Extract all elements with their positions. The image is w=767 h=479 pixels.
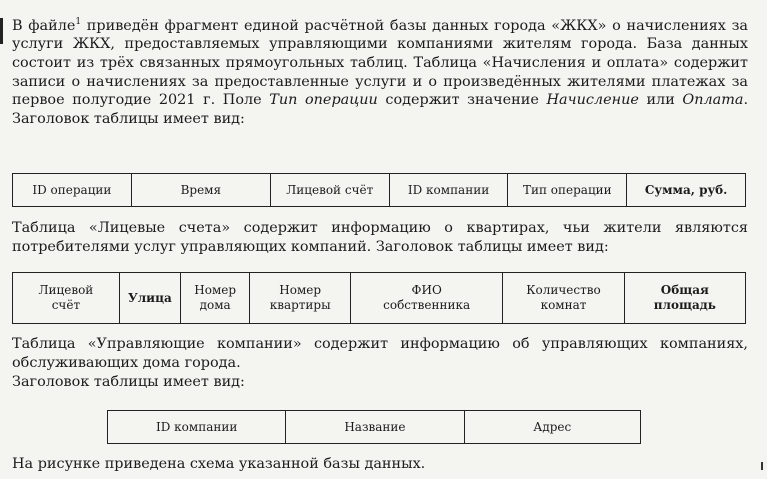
col-amount: Сумма, руб. <box>627 174 746 207</box>
intro-text-or: или <box>638 92 683 109</box>
intro-text-mid: содержит значение <box>377 92 547 109</box>
col-owner-name-l2: собственника <box>383 298 471 312</box>
accounts-paragraph: Таблица «Лицевые счета» содержит информацию о квартирах, чьи жители являются потребителями услуг управляющих компаний. Заголовок таблицы имеет вид: <box>12 220 748 255</box>
col-street-l1: Улица <box>127 290 172 305</box>
col-operation-type: Тип операции <box>508 174 627 207</box>
col-rooms-l2: комнат <box>540 298 587 312</box>
col-street <box>119 273 180 324</box>
col-account: Лицевой счёт <box>270 174 389 207</box>
col-company-name: Название <box>286 411 464 444</box>
intro-paragraph <box>12 13 748 128</box>
companies-paragraph: Таблица «Управляющие компании» содержит информацию об управляющих компаниях, обслуживающих дома города. <box>12 336 748 371</box>
value-payment: Оплата <box>682 92 744 109</box>
col-company-id-2: ID компании <box>108 411 286 444</box>
col-owner-name-l1: ФИО <box>411 283 442 297</box>
companies-table-header <box>107 410 641 444</box>
margin-bar <box>0 18 3 44</box>
col-account-number-l2: счёт <box>51 298 81 312</box>
col-area <box>624 273 745 324</box>
intro-text-end: . Заголовок таблицы имеет вид: <box>12 92 749 127</box>
margin-mark <box>761 462 763 470</box>
col-apartment-number <box>250 273 351 324</box>
accounts-table-header <box>12 272 746 324</box>
col-apartment-number-l1: Номер <box>279 283 322 297</box>
intro-text-start: В файле <box>12 17 76 34</box>
col-operation-id: ID операции <box>13 174 132 207</box>
col-area-l2: площадь <box>653 298 716 312</box>
col-time: Время <box>131 174 270 207</box>
companies-paragraph-header: Заголовок таблицы имеет вид: <box>12 374 245 390</box>
col-owner-name <box>350 273 502 324</box>
col-house-number-l1: Номер <box>194 283 237 297</box>
col-company-address: Адрес <box>464 411 640 444</box>
col-rooms-l1: Количество <box>526 283 601 297</box>
col-house-number <box>180 273 249 324</box>
schema-paragraph: На рисунке приведена схема указанной базы данных. <box>12 456 426 472</box>
charges-table-header <box>12 173 746 207</box>
col-rooms <box>503 273 624 324</box>
col-apartment-number-l2: квартиры <box>269 298 331 312</box>
col-account-number-l1: Лицевой <box>38 283 94 297</box>
col-house-number-l2: дома <box>199 298 231 312</box>
field-name: Тип операции <box>269 92 378 109</box>
col-account-number <box>13 273 120 324</box>
intro-text-body: приведён фрагмент единой расчётной базы данных города «ЖКХ» о начислениях за услуги ЖКХ, предоставляемых управляющими компаниями жителям города. База данных состоит из трёх связанных прямоугольных таблиц. Таблица «Начисления и оплата» содержит записи о начислениях за предоставленные услуги и о произведённых жителями платежах за первое полугодие 2021 г. Поле <box>12 17 748 109</box>
col-area-l1: Общая <box>660 283 709 297</box>
value-charge: Начисление <box>546 92 639 109</box>
footnote-marker: 1 <box>75 17 82 27</box>
col-company-id: ID компании <box>389 174 508 207</box>
